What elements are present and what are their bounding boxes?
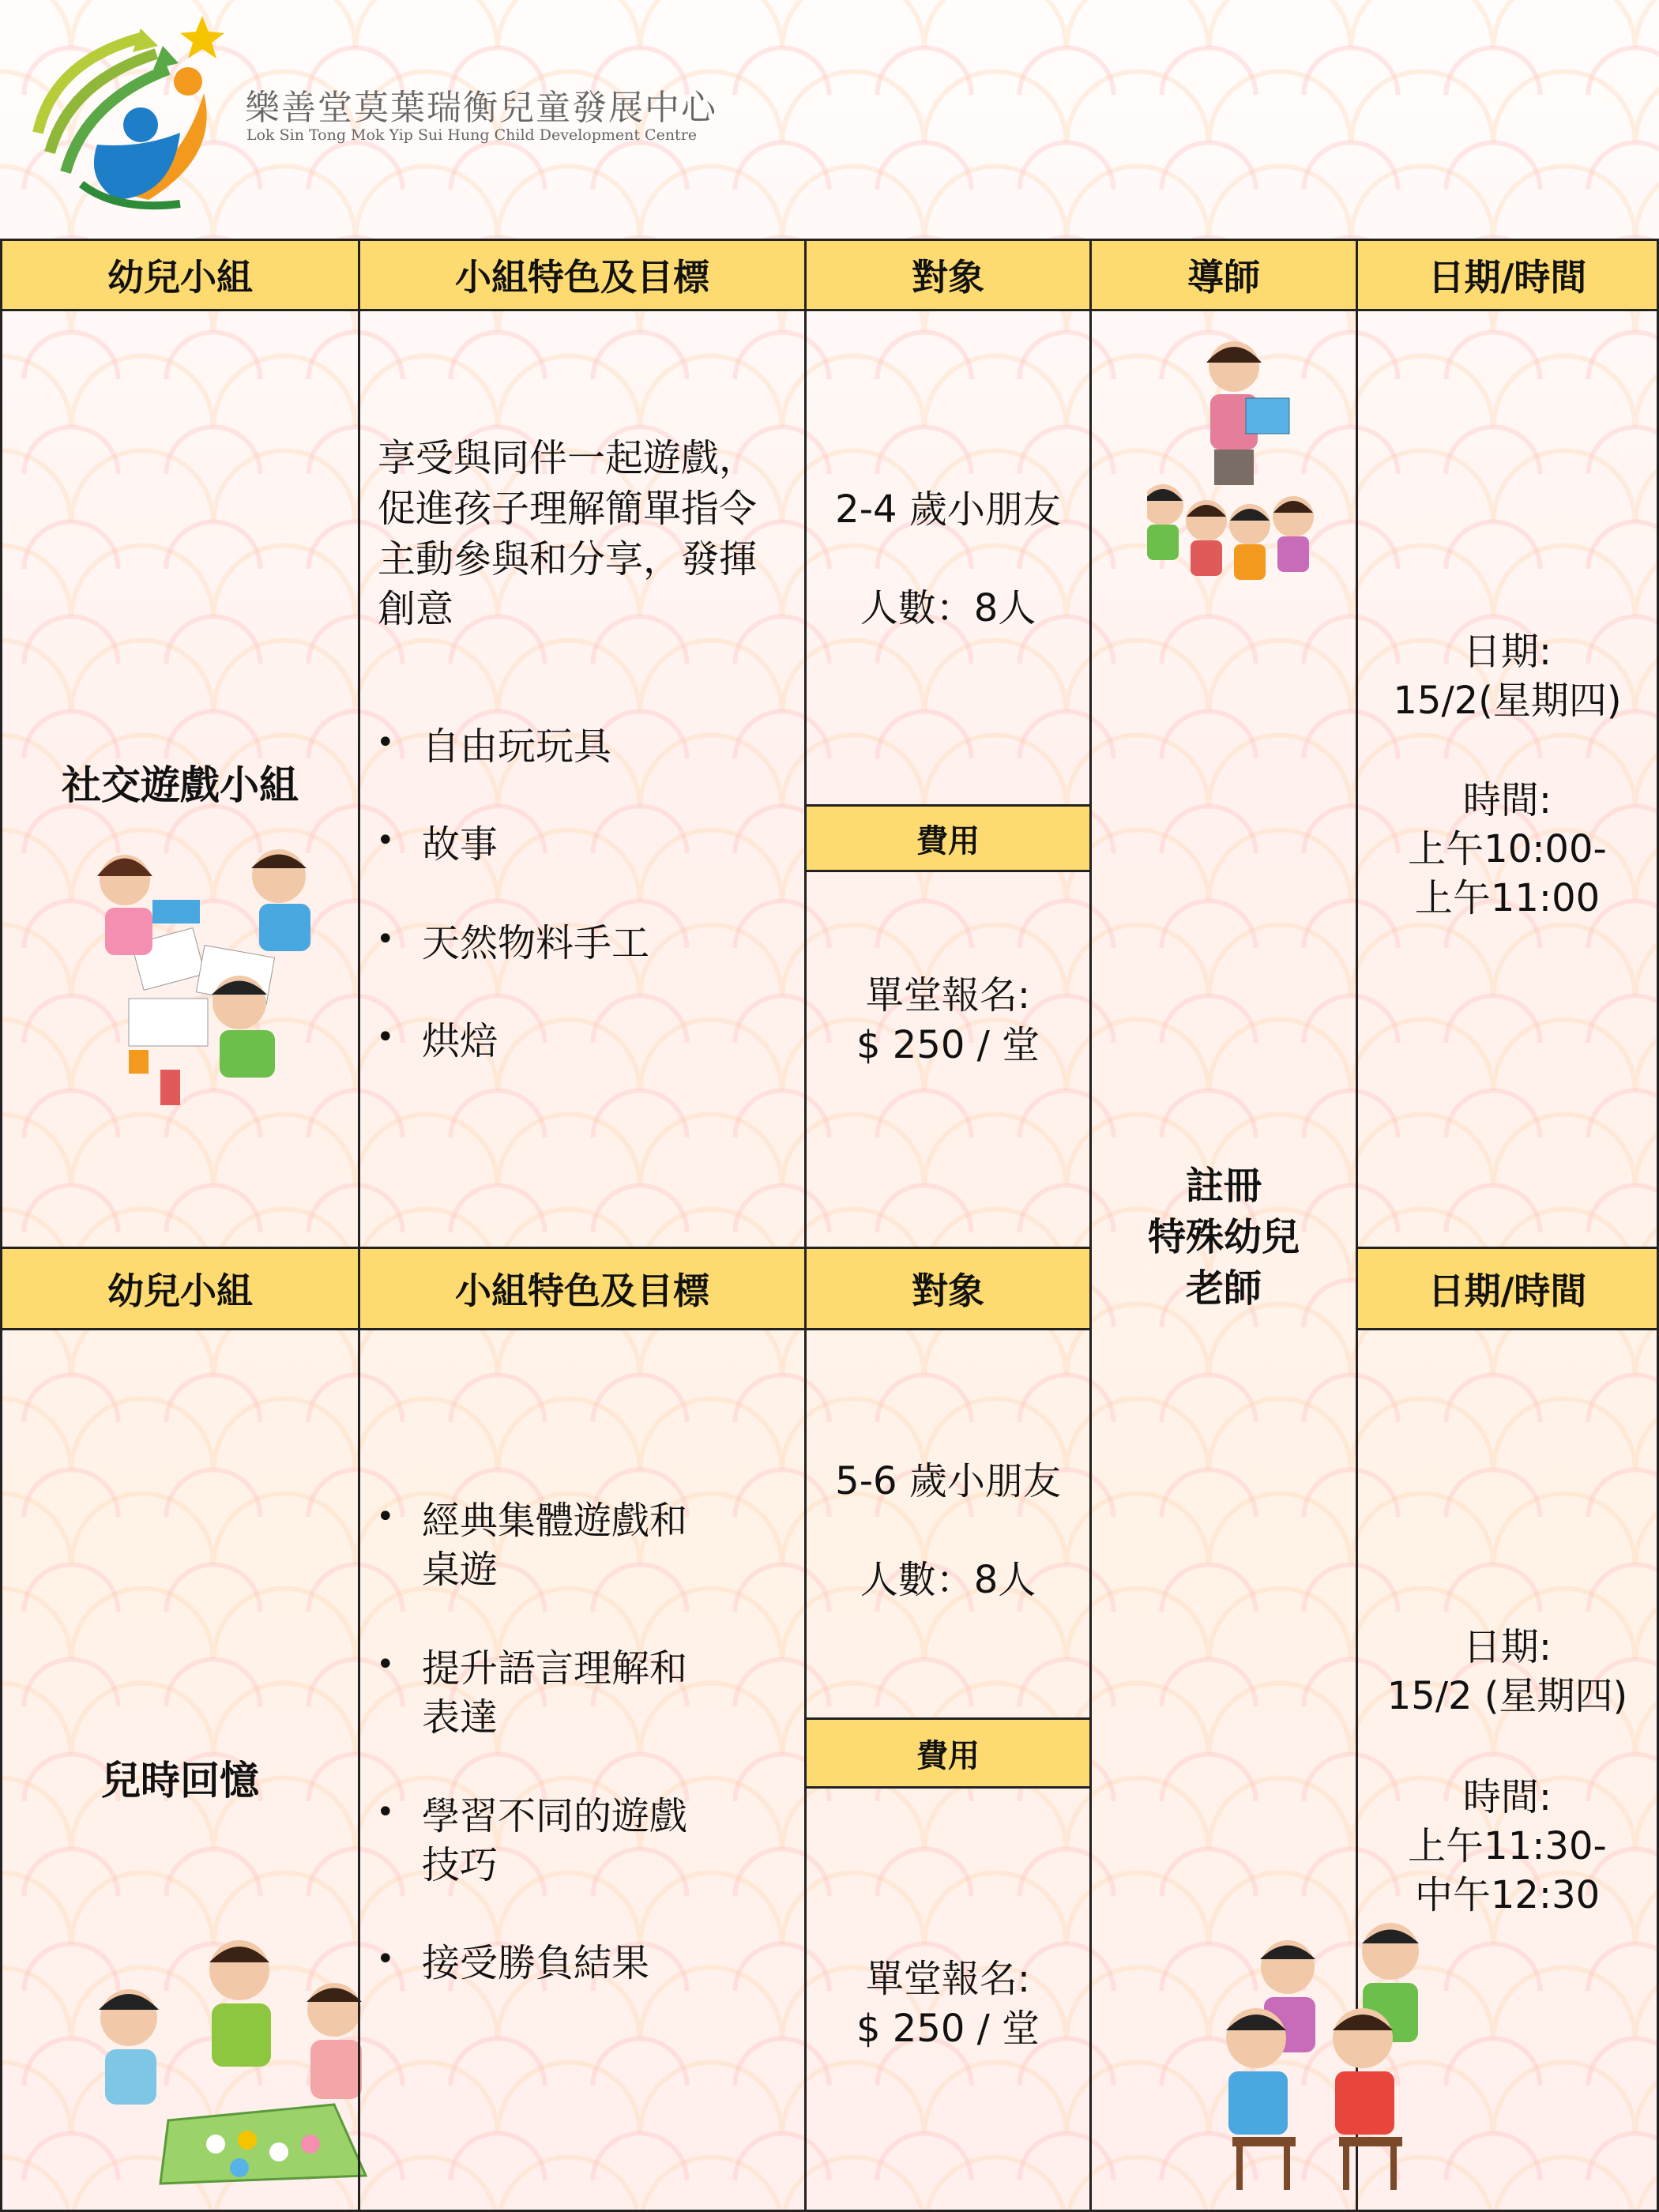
group1-features-cell bbox=[358, 309, 807, 1249]
header-datetime-label: 日期/時間 bbox=[1428, 256, 1587, 299]
teacher-reading-illustration bbox=[1147, 327, 1321, 611]
group1-bullet: • 烘焙 bbox=[376, 1019, 498, 1064]
group1-time-start: 上午10:00- bbox=[1408, 827, 1607, 871]
header-target-2: 對象 bbox=[804, 1247, 1092, 1330]
header-group-label: 幼兒小組 bbox=[107, 256, 253, 299]
tutor-line3: 老師 bbox=[1185, 1266, 1262, 1311]
group1-fee-amount: $ 250 / 堂 bbox=[856, 1023, 1040, 1067]
group2-time-end: 中午12:30 bbox=[1414, 1873, 1601, 1917]
header-group-2: 幼兒小組 bbox=[0, 1247, 360, 1330]
header-datetime bbox=[1356, 239, 1659, 311]
group2-name: 兒時回憶 bbox=[101, 1758, 259, 1804]
tutor-line1: 註冊 bbox=[1185, 1164, 1262, 1208]
group1-date-label: 日期: bbox=[1462, 630, 1552, 674]
header-target-label: 對象 bbox=[912, 256, 984, 299]
group1-name: 社交遊戲小組 bbox=[62, 762, 299, 808]
header-features bbox=[358, 239, 807, 311]
group1-name-cell bbox=[0, 309, 360, 1249]
header-group bbox=[0, 239, 360, 311]
group2-date-label: 日期: bbox=[1462, 1625, 1552, 1669]
group1-time-label: 時間: bbox=[1462, 778, 1552, 822]
organization-name-zh: 樂善堂莫葉瑞衡兒童發展中心 bbox=[245, 88, 717, 128]
group2-name-cell bbox=[0, 1328, 360, 2212]
group2-fee-label: 單堂報名: bbox=[865, 1957, 1031, 2001]
header-tutor-label: 導師 bbox=[1187, 256, 1260, 299]
group1-description: 享受與同伴一起遊戲，促進孩子理解簡單指令主動參與和分享，發揮創意 bbox=[378, 436, 758, 632]
group1-age: 2-4 歲小朋友 bbox=[835, 487, 1061, 532]
group1-headcount: 人數：8人 bbox=[860, 586, 1036, 630]
group1-fee-label: 單堂報名: bbox=[865, 973, 1031, 1018]
group2-bullet-list bbox=[360, 1496, 716, 1988]
group2-date: 15/2 (星期四) bbox=[1386, 1674, 1628, 1718]
group2-headcount: 人數：8人 bbox=[860, 1558, 1036, 1602]
group1-bullet: • 天然物料手工 bbox=[376, 920, 650, 965]
group2-age: 5-6 歲小朋友 bbox=[835, 1459, 1061, 1503]
organization-name-en: Lok Sin Tong Mok Yip Sui Hung Child Development Centre bbox=[246, 126, 698, 144]
children-drawing-illustration bbox=[81, 841, 350, 1109]
group1-date: 15/2(星期四) bbox=[1393, 679, 1622, 723]
header-features-label: 小組特色及目標 bbox=[455, 256, 709, 299]
header-target bbox=[804, 239, 1092, 311]
group1-datetime-cell bbox=[1356, 309, 1659, 1249]
header-features-2: 小組特色及目標 bbox=[358, 1247, 807, 1330]
group2-bullet: • 接受勝負結果 bbox=[376, 1941, 650, 1986]
group1-fee-cell bbox=[804, 870, 1092, 1249]
group2-bullet: • 經典集體遊戲和桌遊 bbox=[376, 1499, 688, 1593]
group1-bullet-list bbox=[360, 722, 803, 1066]
group1-bullet: • 自由玩玩具 bbox=[376, 724, 612, 769]
group2-fee-header: 費用 bbox=[804, 1717, 1092, 1789]
group2-target-cell bbox=[804, 1328, 1092, 1720]
group2-time-label: 時間: bbox=[1462, 1775, 1552, 1819]
group2-fee-amount: $ 250 / 堂 bbox=[856, 2007, 1040, 2051]
children-board-game-illustration bbox=[81, 1931, 397, 2191]
group1-bullet: • 故事 bbox=[376, 822, 498, 867]
header-datetime-2: 日期/時間 bbox=[1356, 1247, 1659, 1330]
group1-time-end: 上午11:00 bbox=[1414, 876, 1601, 920]
group1-target-cell bbox=[804, 309, 1092, 807]
group2-bullet: • 提升語言理解和表達 bbox=[376, 1646, 688, 1740]
header-tutor bbox=[1089, 239, 1358, 311]
group1-fee-header: 費用 bbox=[804, 804, 1092, 872]
group2-time-start: 上午11:30- bbox=[1408, 1824, 1607, 1868]
group2-features-cell bbox=[358, 1328, 807, 2212]
group2-bullet: • 學習不同的遊戲技巧 bbox=[376, 1793, 688, 1887]
tutor-line2: 特殊幼兒 bbox=[1147, 1215, 1300, 1259]
centre-logo bbox=[22, 14, 228, 212]
group2-fee-cell bbox=[804, 1786, 1092, 2212]
children-on-chairs-illustration bbox=[1201, 1920, 1485, 2196]
